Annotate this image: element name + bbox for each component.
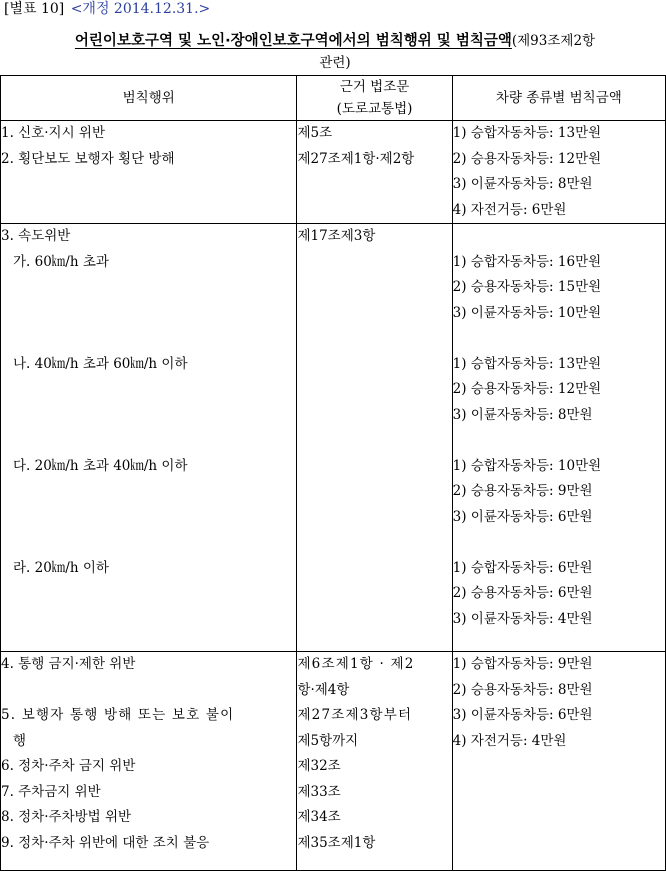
- fine-item: 3) 이륜자동차등: 8만원: [452, 406, 593, 423]
- violation-item: 9. 정차·주차 위반에 대한 조치 불응: [1, 834, 210, 851]
- annex-label: [별표 10]: [4, 1, 65, 17]
- fine-item: 3) 이륜자동차등: 4만원: [452, 610, 593, 627]
- col-header-violation: 범칙행위: [1, 76, 297, 121]
- violation-item: 3. 속도위반: [1, 228, 71, 244]
- article-cell: [297, 652, 452, 871]
- fine-table: [0, 75, 666, 871]
- speed-sub-label: 라. 20㎞/h 이하: [13, 559, 109, 576]
- fine-cell: [452, 224, 665, 652]
- article-item: 제27조제3항부터: [297, 707, 413, 723]
- fine-item: 2) 승용자동차등: 12만원: [452, 150, 602, 167]
- title-sub-a: (제93조제2항: [511, 33, 596, 49]
- fine-item: 2) 승용자동차등: 15만원: [452, 279, 602, 295]
- document-header: [4, 0, 210, 18]
- fine-item: 4) 자전거등: 6만원: [452, 201, 567, 218]
- article-item: 제5조: [297, 125, 333, 141]
- violation-item: 1. 신호·지시 위반: [1, 125, 105, 141]
- fine-item: 2) 승용자동차등: 12만원: [452, 381, 602, 397]
- violation-item: 7. 주차금지 위반: [1, 783, 101, 800]
- fine-item: 1) 승합자동차등: 6만원: [452, 559, 593, 576]
- article-item: 제33조: [297, 783, 341, 800]
- revision-date: <개정 2014.12.31.>: [70, 1, 211, 17]
- fine-item: 3) 이륜자동차등: 6만원: [452, 508, 593, 525]
- article-item: 항·제4항: [297, 681, 350, 698]
- fine-cell: [452, 121, 665, 224]
- table-row: [1, 224, 666, 652]
- fine-item: 2) 승용자동차등: 9만원: [452, 483, 593, 499]
- violation-item: 6. 정차·주차 금지 위반: [1, 758, 136, 774]
- violation-cell: [1, 224, 297, 652]
- article-item: 제6조제1항 · 제2: [297, 656, 415, 672]
- fine-item: 3) 이륜자동차등: 8만원: [452, 176, 593, 192]
- violation-item: 2. 횡단보도 보행자 횡단 방해: [1, 150, 175, 167]
- violation-item: 8. 정차·주차방법 위반: [1, 809, 132, 825]
- fine-item: 3) 이륜자동차등: 10만원: [452, 304, 602, 321]
- article-item: 제27조제1항·제2항: [297, 150, 415, 167]
- fine-item: 1) 승합자동차등: 9만원: [452, 656, 593, 672]
- fine-item: 4) 자전거등: 4만원: [452, 732, 567, 749]
- speed-sub-label: 다. 20㎞/h 초과 40㎞/h 이하: [13, 457, 188, 474]
- title-main: 어린이보호구역 및 노인·장애인보호구역에서의 범칙행위 및 범칙금액: [74, 33, 512, 49]
- fine-item: 3) 이륜자동차등: 6만원: [452, 707, 593, 723]
- violation-item: 5. 보행자 통행 방해 또는 보호 불이: [1, 707, 235, 723]
- fine-item: 1) 승합자동차등: 16만원: [452, 253, 602, 270]
- col-header-article: [297, 76, 452, 121]
- article-item: 제34조: [297, 809, 341, 825]
- fine-item: 2) 승용자동차등: 8만원: [452, 681, 593, 698]
- violation-item: 4. 통행 금지·제한 위반: [1, 656, 136, 672]
- violation-item: 행: [13, 732, 27, 749]
- violation-cell: [1, 652, 297, 871]
- article-cell: [297, 121, 452, 224]
- speed-sub-label: 가. 60㎞/h 초과: [13, 253, 109, 270]
- table-header-row: [1, 76, 666, 121]
- col-header-article-line1: 근거 법조문: [339, 79, 410, 95]
- article-cell: [297, 224, 452, 652]
- violation-cell: [1, 121, 297, 224]
- article-item: 제17조제3항: [297, 228, 376, 244]
- fine-item: 1) 승합자동차등: 13만원: [452, 125, 602, 141]
- fine-item: 1) 승합자동차등: 13만원: [452, 355, 602, 372]
- article-item: 제32조: [297, 758, 341, 774]
- document-title: [10, 30, 660, 74]
- article-item: 제35조제1항: [297, 834, 376, 851]
- article-item: 제5항까지: [297, 732, 359, 749]
- title-sub-b: 관련): [319, 55, 351, 71]
- col-header-article-line2: (도로교통법): [336, 101, 413, 117]
- table-row: [1, 652, 666, 871]
- table-row: [1, 121, 666, 224]
- fine-item: 2) 승용자동차등: 6만원: [452, 585, 593, 601]
- fine-cell: [452, 652, 665, 871]
- col-header-fine: 차량 종류별 범칙금액: [452, 76, 665, 121]
- speed-sub-label: 나. 40㎞/h 초과 60㎞/h 이하: [13, 355, 188, 372]
- fine-item: 1) 승합자동차등: 10만원: [452, 457, 602, 474]
